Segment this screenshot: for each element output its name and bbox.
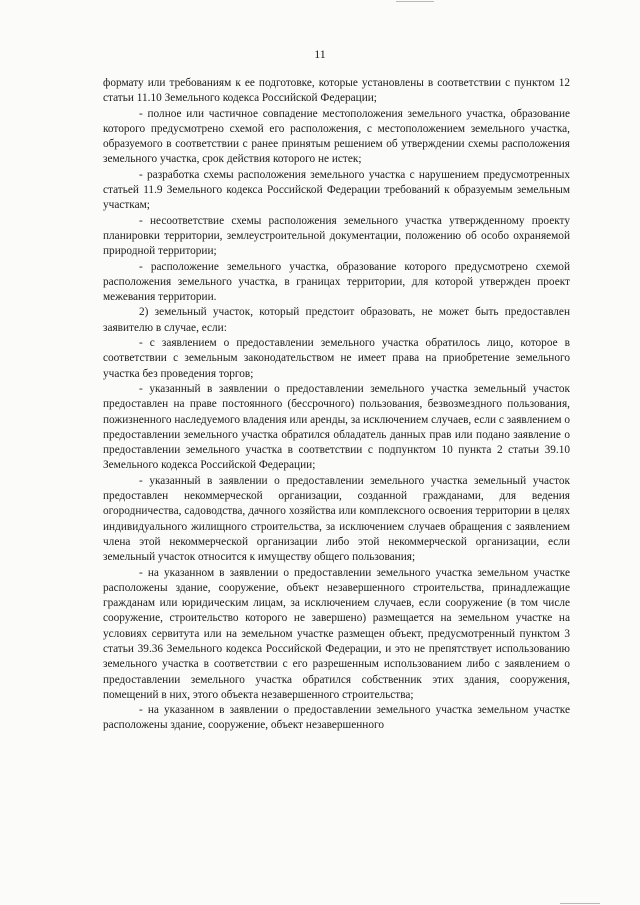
- paragraph: 2) земельный участок, который предстоит образовать, не может быть предоставлен заявителю в случае, если:: [103, 306, 570, 334]
- paragraph: - указанный в заявлении о предоставлении земельного участка земельный участок предоставлен на праве постоянного (бессрочного) пользования, безвозмездного пользования, пожизненного наследуемого владения или аренды, за исключением случаев, если с заявлением о предоставлении земельного участка обратился обладатель данных прав или подано заявление о предоставлении земельного участка в соответствии с подпунктом 10 пункта 2 статьи 39.10 Земельного кодекса Российской Федерации;: [103, 382, 570, 472]
- document-body: [103, 76, 570, 734]
- paragraph: - несоответствие схемы расположения земельного участка утвержденному проекту планировки территории, землеустроительной документации, положению об особо охраняемой природной территории;: [103, 214, 570, 258]
- paragraph: - указанный в заявлении о предоставлении земельного участка земельный участок предоставлен некоммерческой организации, созданной гражданами, для ведения огородничества, садоводства, дачного хозяйства или комплексного освоения территории в целях индивидуального жилищного строительства, за исключением случаев обращения с заявлением члена этой некоммерческой организации либо этой некоммерческой организации, если земельный участок относится к имуществу общего пользования;: [103, 474, 570, 564]
- paragraph: - на указанном в заявлении о предоставлении земельного участка земельном участке расположены здание, сооружение, объект незавершенного: [103, 704, 570, 732]
- page-number: 11: [314, 47, 326, 61]
- paragraph: - расположение земельного участка, образование которого предусмотрено схемой расположения земельного участка, в границах территории, для которой утвержден проект межевания территории.: [103, 260, 570, 304]
- paragraph: - полное или частичное совпадение местоположения земельного участка, образование которого предусмотрено схемой его расположения, с местоположением земельного участка, образуемого в соответствии с ранее принятым решением об утверждении схемы расположения земельного участка, срок действия которого не истек;: [103, 107, 570, 166]
- scan-artifact-bottom: [560, 903, 600, 904]
- paragraph: формату или требованиям к ее подготовке, которые установлены в соответствии с пунктом 12 статьи 11.10 Земельного кодекса Российской Федерации;: [103, 77, 570, 105]
- scan-artifact-top: [396, 1, 434, 2]
- paragraph: - разработка схемы расположения земельного участка с нарушением предусмотренных статьей 11.9 Земельного кодекса Российской Федерации требований к образуемым земельным участкам;: [103, 168, 570, 212]
- paragraph: - с заявлением о предоставлении земельного участка обратилось лицо, которое в соответствии с земельным законодательством не имеет права на приобретение земельного участка без проведения торгов;: [103, 337, 570, 380]
- paragraph: - на указанном в заявлении о предоставлении земельного участка земельном участке расположены здание, сооружение, объект незавершенного строительства, принадлежащие гражданам или юридическим лицам, за исключением случаев, если сооружение (в том числе сооружение, строительство которого не завершено) размещается на земельном участке на условиях сервитута или на земельном участке размещен объект, предусмотренный пунктом 3 статьи 39.36 Земельного кодекса Российской Федерации, и это не препятствует использованию земельного участка в соответствии с его разрешенным использованием либо с заявлением о предоставлении земельного участка обратился собственник этих здания, сооружения, помещений в них, этого объекта незавершенного строительства;: [103, 566, 570, 701]
